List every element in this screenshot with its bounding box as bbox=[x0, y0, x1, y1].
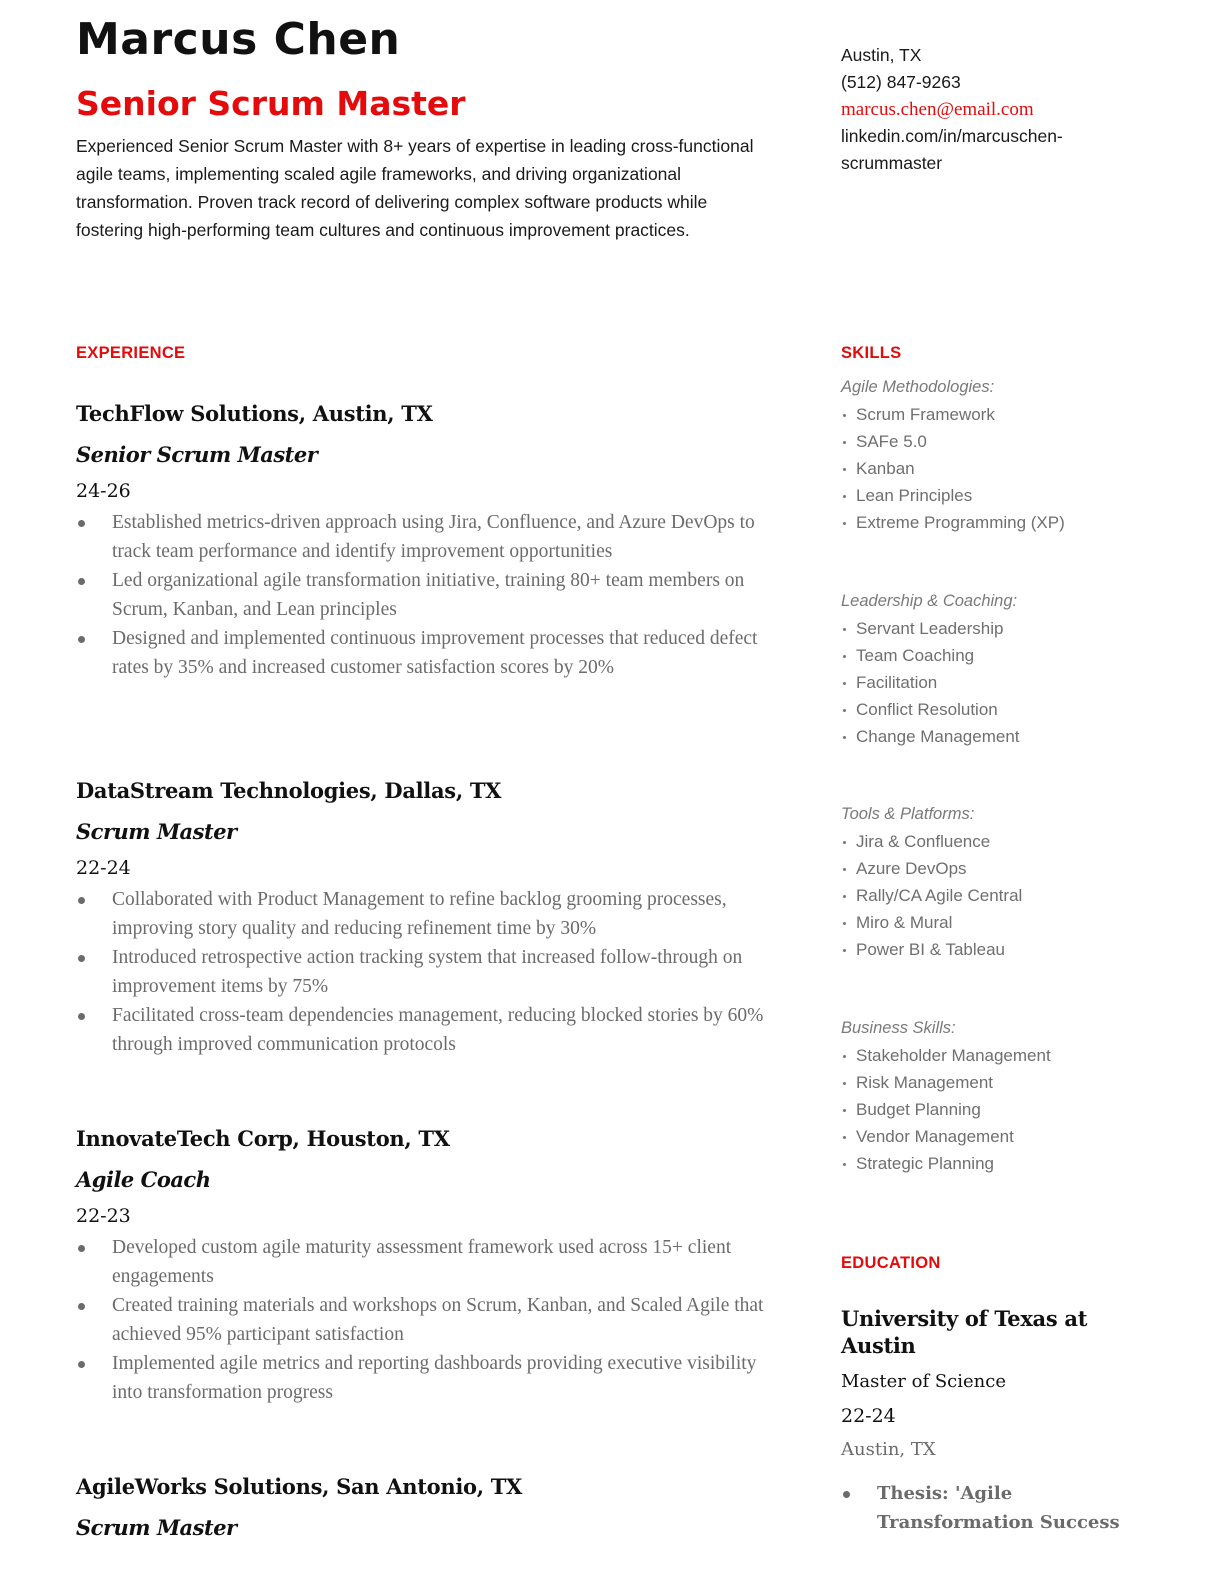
skill-item bbox=[841, 642, 1141, 669]
skill-list bbox=[841, 828, 1141, 963]
skill-group bbox=[841, 588, 1141, 750]
job-role: Scrum Master bbox=[76, 1515, 237, 1540]
skill-text: Risk Management bbox=[856, 1073, 994, 1092]
bullet-icon bbox=[843, 682, 846, 685]
job-bullet bbox=[76, 624, 786, 682]
skill-group bbox=[841, 801, 1141, 963]
summary-paragraph: Experienced Senior Scrum Master with 8+ years of expertise in leading cross-functional agile teams, implementing scaled agile frameworks, and driving organizational transformation. Proven track record of delivering complex software products while fostering high-performing team cultures and continuous improvement practices. bbox=[76, 136, 754, 240]
bullet-icon bbox=[78, 636, 85, 643]
contact-linkedin-line1[interactable]: linkedin.com/in/marcuschen- bbox=[841, 126, 1063, 146]
skill-category: Agile Methodologies: bbox=[841, 378, 995, 396]
bullet-icon bbox=[843, 628, 846, 631]
job-entry bbox=[76, 1124, 786, 1407]
skill-text: Azure DevOps bbox=[856, 859, 967, 878]
skill-item bbox=[841, 828, 1141, 855]
skill-item bbox=[841, 1042, 1141, 1069]
job-bullet bbox=[76, 1001, 786, 1059]
bullet-icon bbox=[78, 520, 85, 527]
skill-item bbox=[841, 1096, 1141, 1123]
job-dates: 22-23 bbox=[76, 1205, 131, 1227]
contact-phone[interactable]: (512) 847-9263 bbox=[841, 72, 961, 92]
job-bullet bbox=[76, 508, 786, 566]
bullet-icon bbox=[78, 897, 85, 904]
skill-item bbox=[841, 615, 1141, 642]
bullet-icon bbox=[843, 655, 846, 658]
skill-category: Business Skills: bbox=[841, 1019, 956, 1037]
job-role: Scrum Master bbox=[76, 819, 237, 844]
candidate-name: Marcus Chen bbox=[76, 14, 401, 65]
job-bullet bbox=[76, 566, 786, 624]
experience-heading: EXPERIENCE bbox=[76, 344, 186, 362]
skill-text: Team Coaching bbox=[856, 646, 975, 665]
education-bullets bbox=[841, 1479, 1141, 1537]
job-bullet bbox=[76, 885, 786, 943]
skill-list bbox=[841, 615, 1141, 750]
bullet-icon bbox=[843, 922, 846, 925]
job-role: Agile Coach bbox=[76, 1167, 211, 1192]
skill-item bbox=[841, 723, 1141, 750]
skill-text: Extreme Programming (XP) bbox=[856, 513, 1065, 532]
bullet-icon bbox=[843, 1082, 846, 1085]
contact-block bbox=[841, 42, 1063, 177]
bullet-icon bbox=[78, 1245, 85, 1252]
bullet-icon bbox=[843, 441, 846, 444]
bullet-text: Collaborated with Product Management to refine backlog grooming processes, improving story quality and reducing refinement time by 30% bbox=[112, 889, 727, 939]
skill-text: Jira & Confluence bbox=[856, 832, 991, 851]
skill-item bbox=[841, 1123, 1141, 1150]
bullet-icon bbox=[78, 1013, 85, 1020]
skill-group bbox=[841, 1015, 1141, 1177]
skill-text: Change Management bbox=[856, 727, 1020, 746]
bullet-icon bbox=[843, 1109, 846, 1112]
bullet-icon bbox=[843, 495, 846, 498]
candidate-title: Senior Scrum Master bbox=[76, 84, 466, 123]
contact-email[interactable]: marcus.chen@email.com bbox=[841, 99, 1034, 120]
job-company: TechFlow Solutions, Austin, TX bbox=[76, 401, 433, 426]
bullet-text: Designed and implemented continuous improvement processes that reduced defect rates by 35% and increased customer satisfaction scores by 20% bbox=[112, 628, 758, 678]
skill-item bbox=[841, 482, 1141, 509]
skill-text: Strategic Planning bbox=[856, 1154, 994, 1173]
bullet-icon bbox=[843, 522, 846, 525]
skill-item bbox=[841, 1150, 1141, 1177]
bullet-icon bbox=[843, 1136, 846, 1139]
education-location: Austin, TX bbox=[841, 1439, 936, 1460]
bullet-text: Introduced retrospective action tracking system that increased follow-through on improvement items by 75% bbox=[112, 947, 743, 997]
skill-text: Power BI & Tableau bbox=[856, 940, 1005, 959]
education-dates: 22-24 bbox=[841, 1405, 896, 1427]
bullet-icon bbox=[843, 895, 846, 898]
skill-list bbox=[841, 401, 1141, 536]
skill-item bbox=[841, 669, 1141, 696]
skill-item bbox=[841, 401, 1141, 428]
skill-item bbox=[841, 696, 1141, 723]
bullet-text: Established metrics-driven approach using Jira, Confluence, and Azure DevOps to track team performance and identify improvement opportunities bbox=[112, 512, 755, 562]
bullet-icon bbox=[843, 709, 846, 712]
skills-heading: SKILLS bbox=[841, 344, 902, 362]
bullet-icon bbox=[843, 736, 846, 739]
bullet-icon bbox=[843, 1163, 846, 1166]
skill-text: Conflict Resolution bbox=[856, 700, 998, 719]
bullet-icon bbox=[78, 955, 85, 962]
job-bullets bbox=[76, 508, 786, 682]
job-entry bbox=[76, 1472, 786, 1543]
contact-location: Austin, TX bbox=[841, 45, 922, 65]
job-entry bbox=[76, 399, 786, 682]
bullet-icon bbox=[843, 1055, 846, 1058]
skill-group bbox=[841, 374, 1141, 536]
job-company: DataStream Technologies, Dallas, TX bbox=[76, 778, 502, 803]
bullet-text: Led organizational agile transformation initiative, training 80+ team members on Scrum, Kanban, and Lean principles bbox=[112, 570, 745, 620]
skill-text: Lean Principles bbox=[856, 486, 973, 505]
skill-list bbox=[841, 1042, 1141, 1177]
job-bullet bbox=[76, 943, 786, 1001]
job-bullet bbox=[76, 1233, 786, 1291]
bullet-text: Developed custom agile maturity assessment framework used across 15+ client engagements bbox=[112, 1237, 732, 1287]
skill-item bbox=[841, 936, 1141, 963]
bullet-icon bbox=[843, 841, 846, 844]
education-school: University of Texas at Austin bbox=[841, 1306, 1088, 1358]
job-dates: 24-26 bbox=[76, 480, 131, 502]
skill-item bbox=[841, 909, 1141, 936]
contact-linkedin-line2[interactable]: scrummaster bbox=[841, 153, 943, 173]
job-role: Senior Scrum Master bbox=[76, 442, 318, 467]
job-bullet bbox=[76, 1291, 786, 1349]
skill-item bbox=[841, 855, 1141, 882]
skill-category: Tools & Platforms: bbox=[841, 805, 975, 823]
bullet-text: Facilitated cross-team dependencies management, reducing blocked stories by 60% through improved communication protocols bbox=[112, 1005, 764, 1055]
education-heading: EDUCATION bbox=[841, 1254, 941, 1272]
job-company: InnovateTech Corp, Houston, TX bbox=[76, 1126, 450, 1151]
bullet-text: Implemented agile metrics and reporting dashboards providing executive visibility into transformation progress bbox=[112, 1353, 757, 1403]
job-bullets bbox=[76, 885, 786, 1059]
bullet-text: Thesis: 'Agile Transformation Success bbox=[877, 1483, 1120, 1533]
skill-text: Stakeholder Management bbox=[856, 1046, 1051, 1065]
skill-item bbox=[841, 882, 1141, 909]
education-degree: Master of Science bbox=[841, 1371, 1006, 1392]
skill-text: Facilitation bbox=[856, 673, 938, 692]
job-dates: 22-24 bbox=[76, 857, 131, 879]
bullet-icon bbox=[78, 1303, 85, 1310]
job-entry bbox=[76, 776, 786, 1059]
bullet-icon bbox=[843, 1491, 850, 1498]
skill-text: Servant Leadership bbox=[856, 619, 1004, 638]
bullet-icon bbox=[843, 949, 846, 952]
skill-item bbox=[841, 1069, 1141, 1096]
job-company: AgileWorks Solutions, San Antonio, TX bbox=[76, 1474, 523, 1499]
skill-text: SAFe 5.0 bbox=[856, 432, 927, 451]
bullet-icon bbox=[78, 1361, 85, 1368]
skill-item bbox=[841, 455, 1141, 482]
skill-text: Scrum Framework bbox=[856, 405, 995, 424]
education-entry bbox=[841, 1305, 1141, 1537]
bullet-icon bbox=[843, 868, 846, 871]
skill-text: Kanban bbox=[856, 459, 915, 478]
skill-text: Vendor Management bbox=[856, 1127, 1014, 1146]
bullet-icon bbox=[843, 414, 846, 417]
education-bullet bbox=[841, 1479, 1141, 1537]
skill-item bbox=[841, 428, 1141, 455]
skill-text: Budget Planning bbox=[856, 1100, 981, 1119]
job-bullets bbox=[76, 1233, 786, 1407]
skill-text: Miro & Mural bbox=[856, 913, 953, 932]
job-bullet bbox=[76, 1349, 786, 1407]
skill-category: Leadership & Coaching: bbox=[841, 592, 1018, 610]
skill-text: Rally/CA Agile Central bbox=[856, 886, 1023, 905]
bullet-text: Created training materials and workshops on Scrum, Kanban, and Scaled Agile that achieved 95% participant satisfaction bbox=[112, 1295, 764, 1345]
skill-item bbox=[841, 509, 1141, 536]
bullet-icon bbox=[78, 578, 85, 585]
bullet-icon bbox=[843, 468, 846, 471]
